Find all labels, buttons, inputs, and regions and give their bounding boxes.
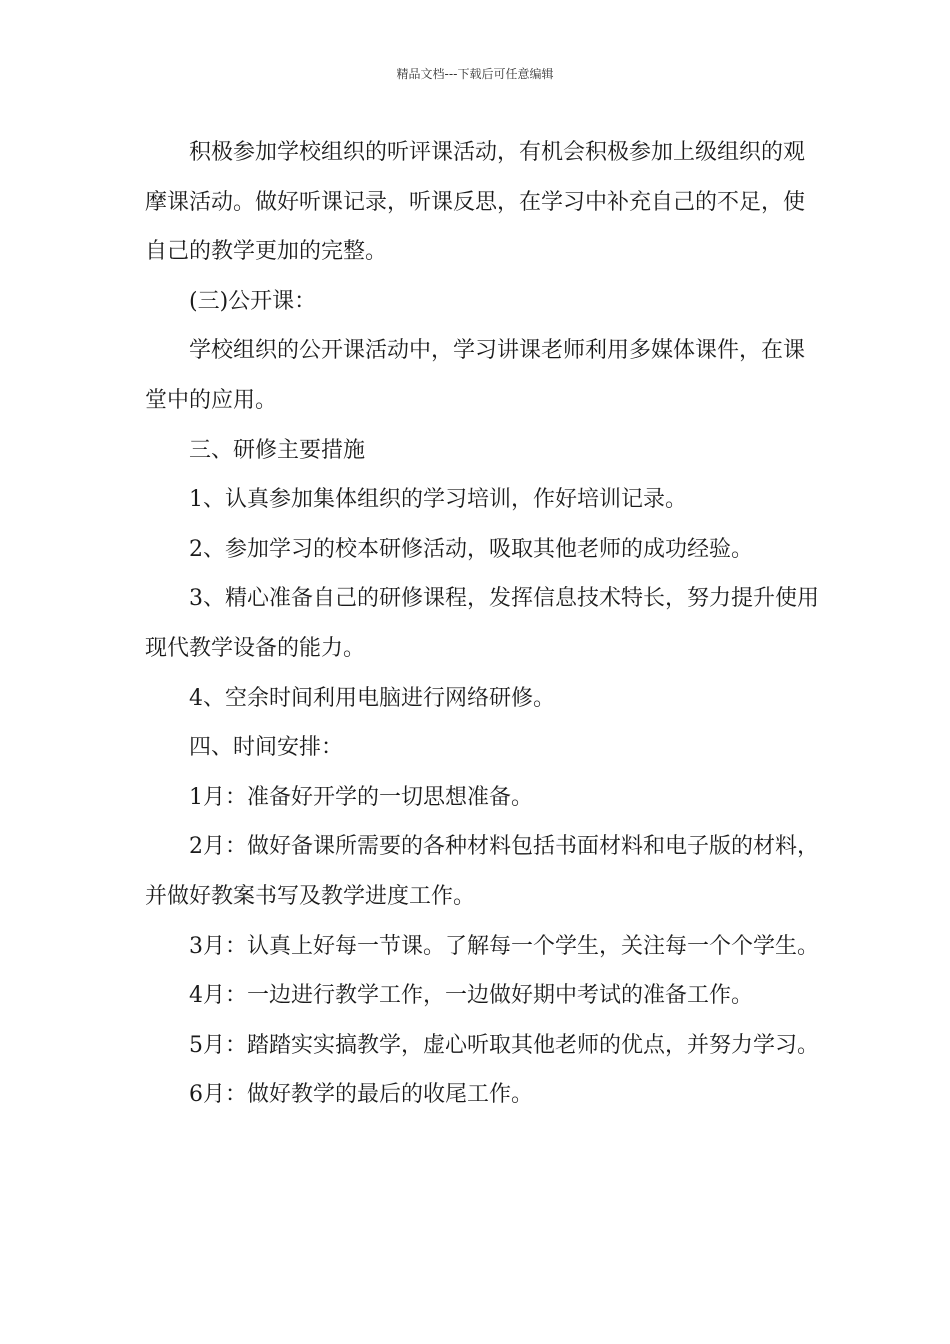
section-heading-schedule: 四、时间安排： [189, 735, 344, 761]
list-item-measure-2: 2、参加学习的校本研修活动，吸取其他老师的成功经验。 [189, 536, 753, 562]
schedule-item-may: 5月：踏踏实实搞教学，虚心听取其他老师的优点，并努力学习。 [189, 1032, 819, 1058]
schedule-item-february: 2月：做好备课所需要的各种材料包括书面材料和电子版的材料，并做好教案书写及教学进度工作。 [145, 834, 819, 909]
paragraph-open-class: 学校组织的公开课活动中，学习讲课老师利用多媒体课件，在课堂中的应用。 [145, 338, 806, 413]
paragraph-observation-classes: 积极参加学校组织的听评课活动，有机会积极参加上级组织的观摩课活动。做好听课记录，听课反思，在学习中补充自己的不足，使自己的教学更加的完整。 [145, 140, 806, 265]
section-heading-measures: 三、研修主要措施 [189, 437, 366, 463]
list-item-measure-4: 4、空余时间利用电脑进行网络研修。 [189, 685, 555, 711]
list-item-measure-1: 1、认真参加集体组织的学习培训，作好培训记录。 [189, 487, 687, 513]
page-header: 精品文档---下载后可任意编辑 [396, 67, 554, 81]
schedule-item-january: 1月：准备好开学的一切思想准备。 [189, 784, 533, 810]
schedule-item-march: 3月：认真上好每一节课。了解每一个学生，关注每一个个学生。 [189, 933, 819, 959]
paragraph-open-class-heading: (三)公开课： [189, 288, 317, 314]
document-body [145, 128, 825, 1120]
schedule-item-april: 4月：一边进行教学工作，一边做好期中考试的准备工作。 [189, 983, 753, 1009]
list-item-measure-3: 3、精心准备自己的研修课程，发挥信息技术特长，努力提升使用现代教学设备的能力。 [145, 586, 819, 661]
schedule-item-june: 6月：做好教学的最后的收尾工作。 [189, 1082, 533, 1108]
